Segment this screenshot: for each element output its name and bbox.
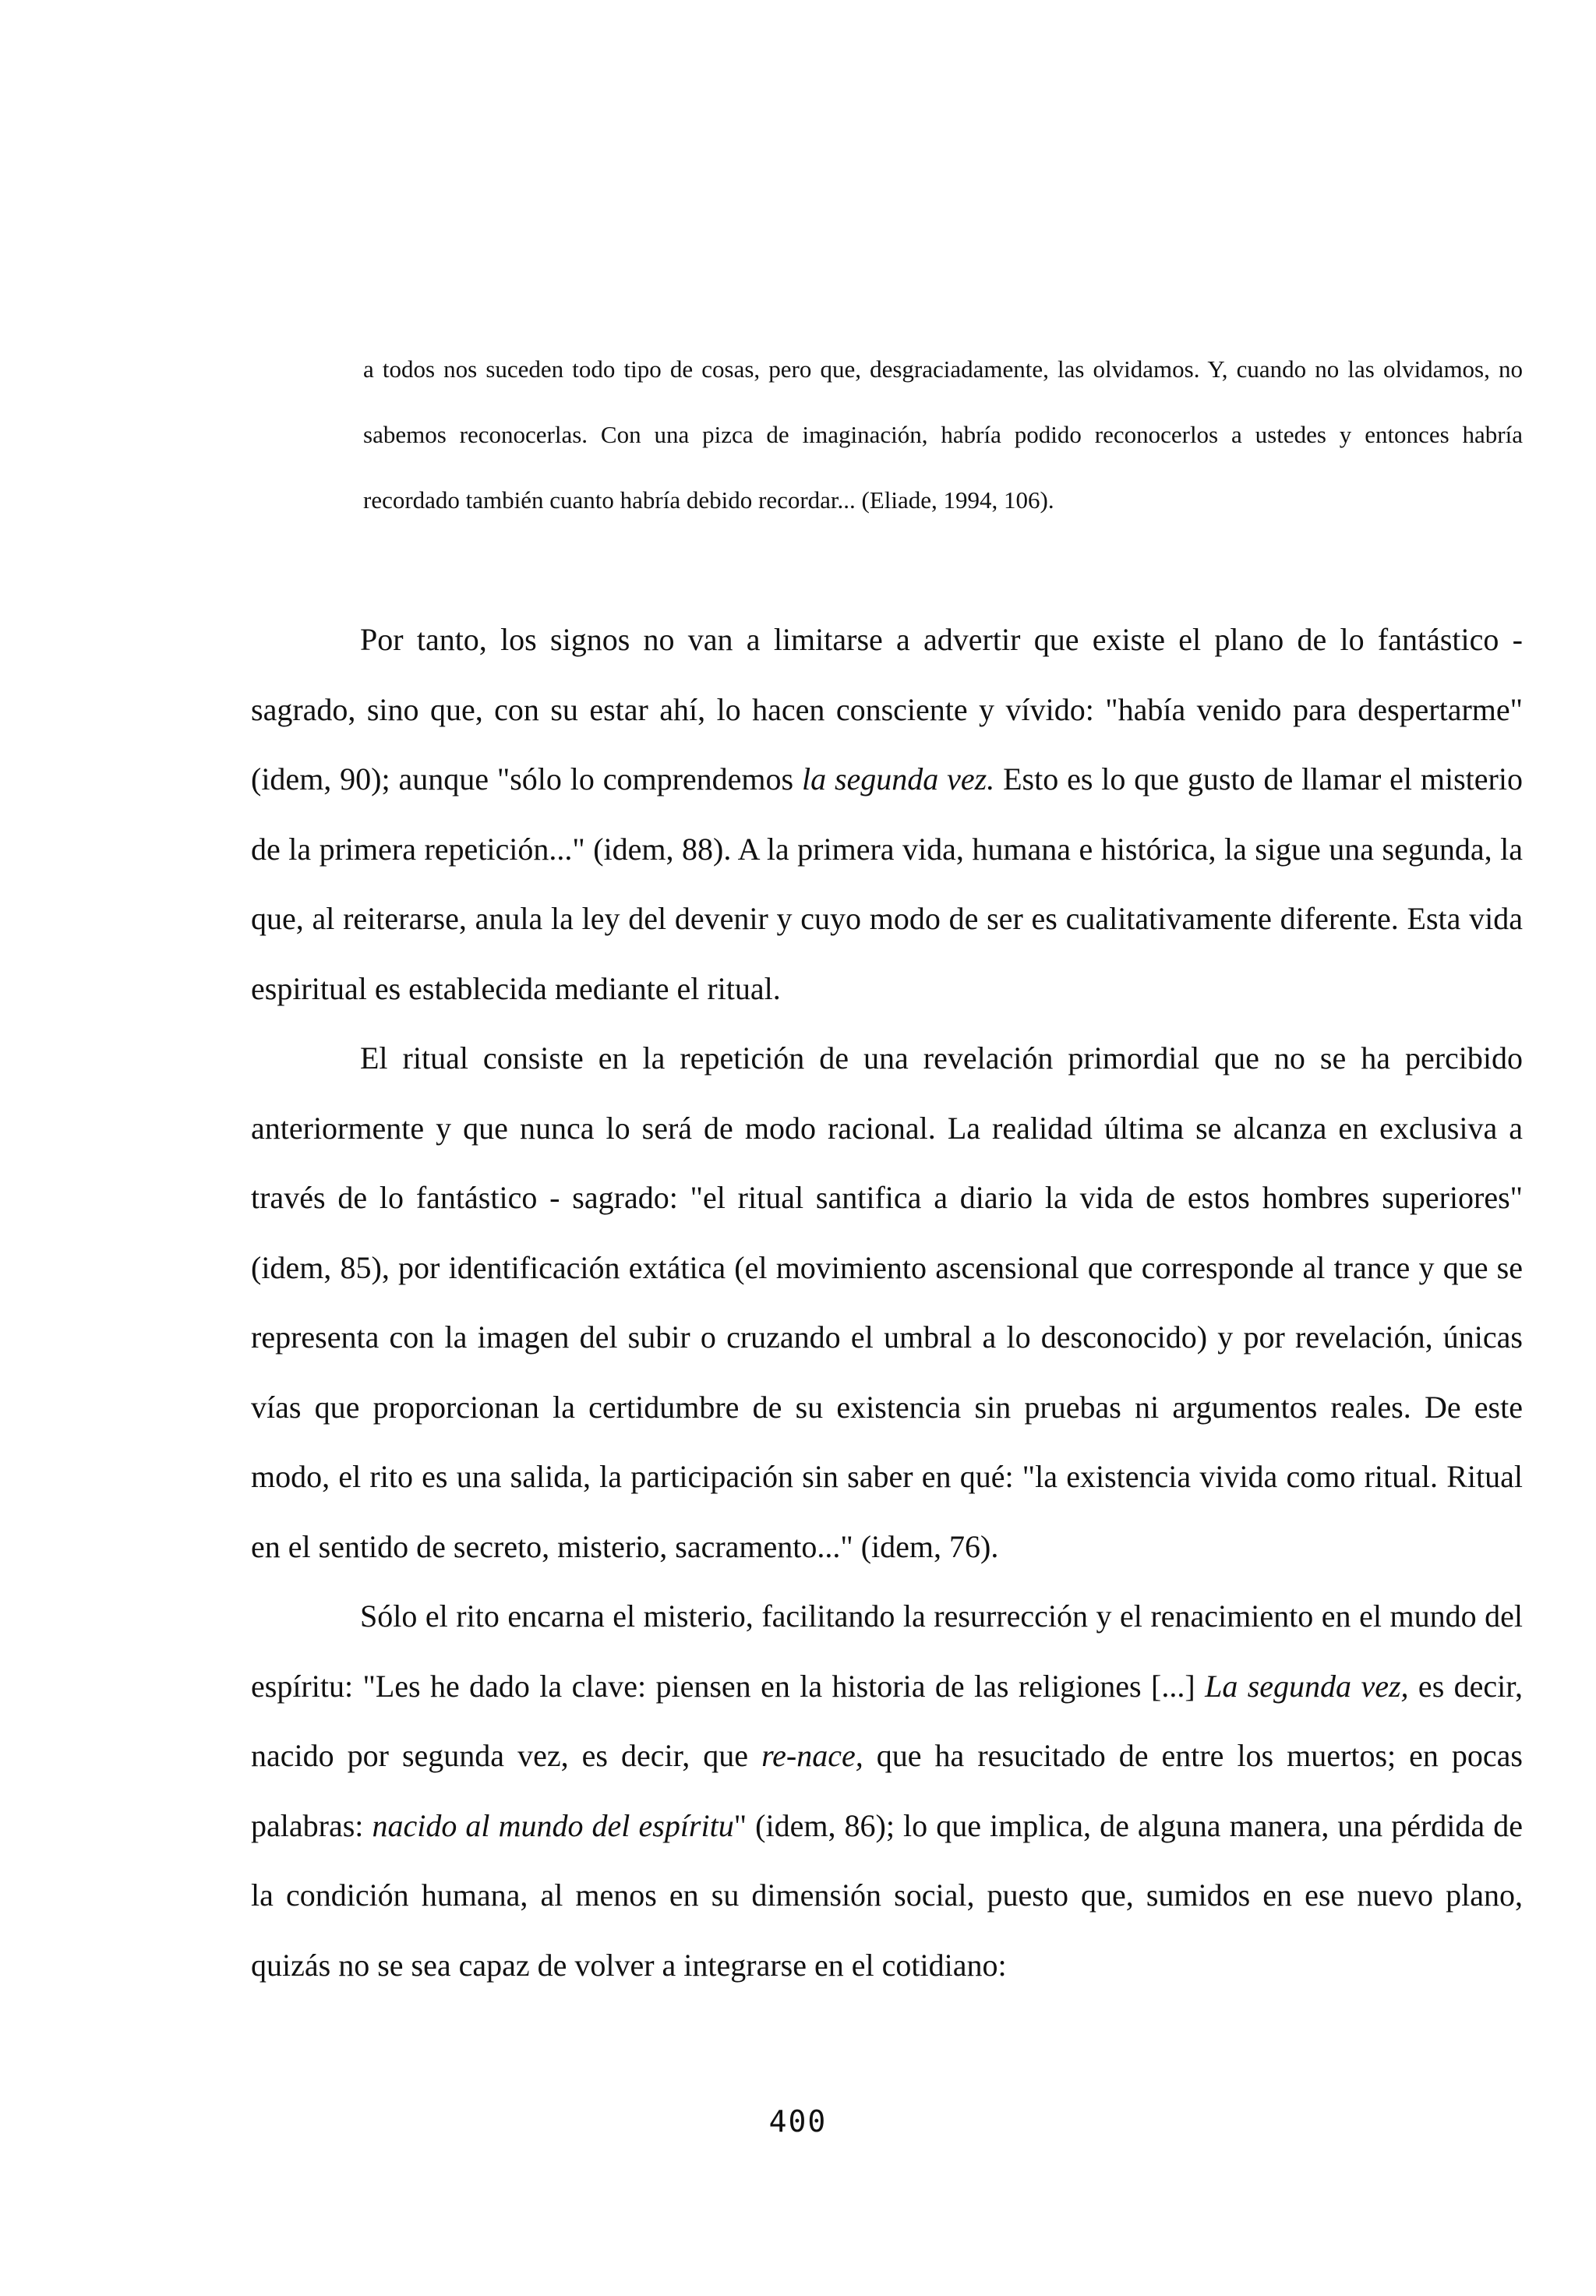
paragraph-1-text-a: Por tanto, los signos no van a limitarse a advertir que existe el plano de lo fantástico - sagrado, sino que, con su estar ahí, lo hacen consciente y vívido: "había venido para despertarme" (idem, 90); aunque "sólo lo comprendemos <box>251 622 1523 797</box>
paragraph-3-text-b: es decir, nacido por segunda vez, es decir, que <box>251 1668 1524 1773</box>
paragraph-1 <box>251 605 1523 1023</box>
paragraph-3 <box>251 1581 1523 2000</box>
paragraph-2 <box>251 1023 1523 1581</box>
paragraph-3-emphasis-3: nacido al mundo del espíritu <box>372 1807 734 1843</box>
paragraph-2-text: El ritual consiste en la repetición de una revelación primordial que no se ha percibido anteriormente y que nunca lo será de modo racional. La realidad última se alcanza en exclusiva a través de lo fantástico - sagrado: "el ritual santifica a diario la vida de estos hombres superiores" (idem, 85), por identificación extática (el movimiento ascensional que corresponde al trance y que se representa con la imagen del subir o cruzando el umbral a lo desconocido) y por revelación, únicas vías que proporcionan la certidumbre de su existencia sin pruebas ni argumentos reales. De este modo, el rito es una salida, la participación sin saber en qué: "la existencia vivida como ritual. Ritual en el sentido de secreto, misterio, sacramento..." (idem, 76). <box>251 1040 1523 1564</box>
paragraph-1-emphasis: la segunda vez. <box>801 761 995 797</box>
paragraph-3-text-a: Sólo el rito encarna el misterio, facilitando la resurrección y el renacimiento en el mundo del espíritu: "Les he dado la clave: piensen en la historia de las religiones [...] <box>251 1598 1523 1704</box>
paragraph-3-text-d: " (idem, 86); lo que implica, de alguna manera, una pérdida de la condición humana, al menos en su dimensión social, puesto que, sumidos en ese nuevo plano, quizás no se sea capaz de volver a integrarse en el cotidiano: <box>251 1807 1523 1983</box>
paragraph-3-emphasis-1: La segunda vez, <box>1205 1668 1409 1704</box>
block-quote-text: a todos nos suceden todo tipo de cosas, pero que, desgraciadamente, las olvidamos. Y, cuando no las olvidamos, no sabemos reconocerlas. Con una pizca de imaginación, habría podido reconocerlos a ustedes y entonces habría recordado también cuanto habría debido recordar... (Eliade, 1994, 106). <box>363 355 1523 514</box>
page-number: 400 <box>768 2104 828 2139</box>
paragraph-1-text-b: Esto es lo que gusto de llamar el misterio de la primera repetición..." (idem, 88). A la primera vida, humana e histórica, la sigue una segunda, la que, al reiterarse, anula la ley del devenir y cuyo modo de ser es cualitativamente diferente. Esta vida espiritual es establecida mediante el ritual. <box>251 761 1523 1006</box>
paragraph-3-emphasis-2: re-nace, <box>761 1738 863 1773</box>
block-quote <box>363 337 1523 533</box>
paragraph-3-text-c: que ha resucitado de entre los muertos; en pocas palabras: <box>251 1738 1523 1843</box>
body-text <box>251 605 1523 2000</box>
